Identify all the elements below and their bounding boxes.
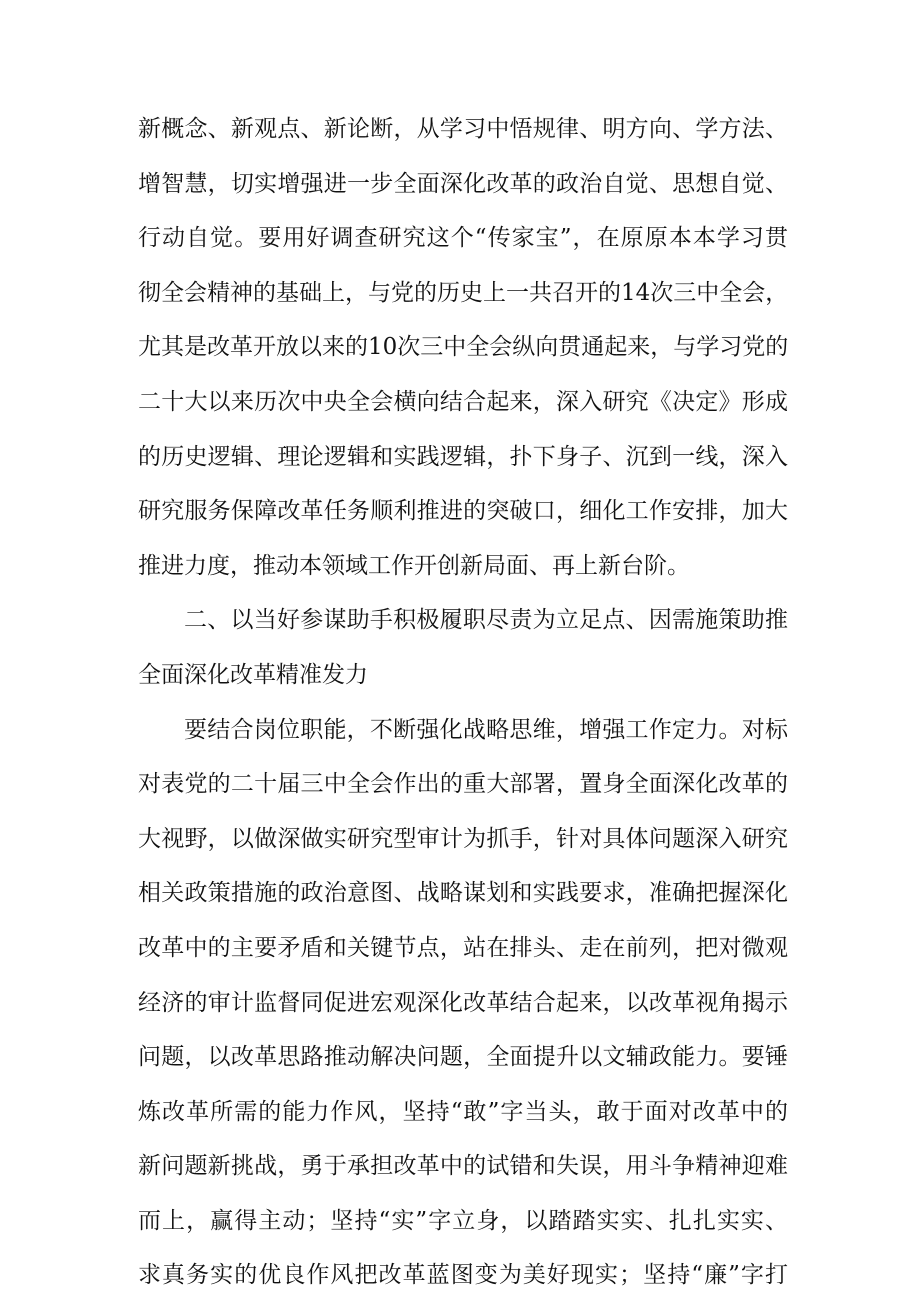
text-line: 问题，以改革思路推动解决问题，全面提升以文辅政能力。要锤 bbox=[138, 1044, 788, 1071]
text-line: 尤其是改革开放以来的10次三中全会纵向贯通起来，与学习党的 bbox=[138, 334, 789, 361]
text-line: 推进力度，推动本领域工作开创新局面、再上新台阶。 bbox=[138, 552, 690, 579]
text-line: 相关政策措施的政治意图、战略谋划和实践要求，准确把握深化 bbox=[138, 880, 788, 907]
text-line: 经济的审计监督同促进宏观深化改革结合起来，以改革视角揭示 bbox=[138, 989, 788, 1016]
text-line: 二十大以来历次中央全会横向结合起来，深入研究《决定》形成 bbox=[138, 388, 788, 415]
paragraph-first-line: 要结合岗位职能，不断强化战略思维，增强工作定力。对标 bbox=[184, 716, 788, 743]
text-line: 增智慧，切实增强进一步全面深化改革的政治自觉、思想自觉、 bbox=[138, 170, 788, 197]
text-line: 炼改革所需的能力作风，坚持“敢”字当头，敢于面对改革中的 bbox=[138, 1098, 788, 1125]
text-line: 大视野，以做深做实研究型审计为抓手，针对具体问题深入研究 bbox=[138, 825, 788, 852]
text-line: 改革中的主要矛盾和关键节点，站在排头、走在前列，把对微观 bbox=[138, 934, 788, 961]
text-line: 对表党的二十届三中全会作出的重大部署，置身全面深化改革的 bbox=[138, 771, 788, 798]
document-body bbox=[138, 106, 788, 1307]
paragraph-first-line: 二、以当好参谋助手积极履职尽责为立足点、因需施策助推 bbox=[184, 607, 788, 634]
text-line: 全面深化改革精准发力 bbox=[138, 661, 368, 688]
text-line: 的历史逻辑、理论逻辑和实践逻辑，扑下身子、沉到一线，深入 bbox=[138, 443, 788, 470]
text-line: 新概念、新观点、新论断，从学习中悟规律、明方向、学方法、 bbox=[138, 116, 788, 142]
text-line: 彻全会精神的基础上，与党的历史上一共召开的14次三中全会， bbox=[138, 279, 789, 306]
text-line: 研究服务保障改革任务顺利推进的突破口，细化工作安排，加大 bbox=[138, 498, 788, 525]
text-line: 求真务实的优良作风把改革蓝图变为美好现实；坚持“廉”字打 bbox=[138, 1262, 788, 1289]
text-line: 新问题新挑战，勇于承担改革中的试错和失误，用斗争精神迎难 bbox=[138, 1153, 788, 1180]
text-line: 而上，赢得主动；坚持“实”字立身，以踏踏实实、扎扎实实、 bbox=[138, 1207, 788, 1234]
text-line: 行动自觉。要用好调查研究这个“传家宝”，在原原本本学习贯 bbox=[138, 225, 788, 252]
